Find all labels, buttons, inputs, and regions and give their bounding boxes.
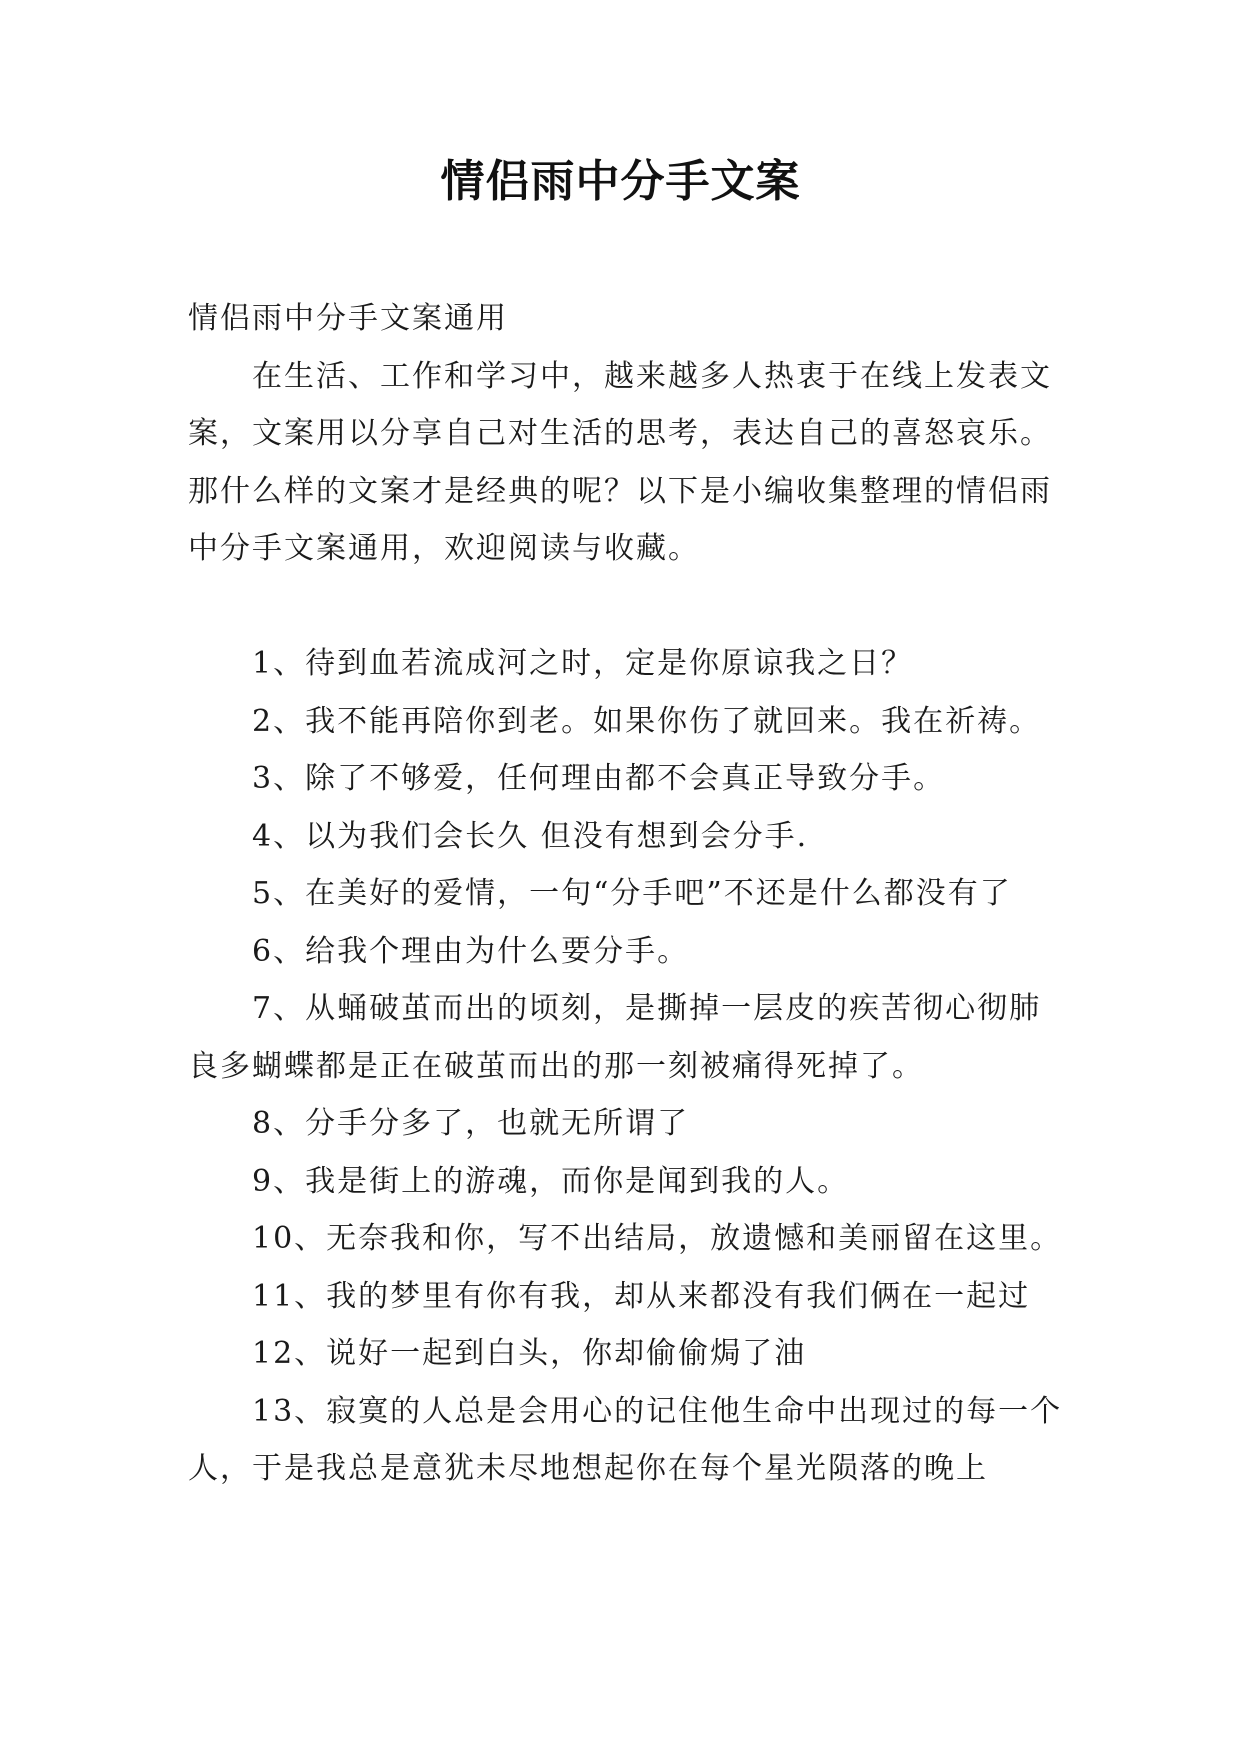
list-item-9: 9、我是街上的游魂，而你是闻到我的人。 xyxy=(252,1163,850,1199)
list-item-12: 12、说好一起到白头，你却偷偷焗了油 xyxy=(252,1336,807,1371)
document-subtitle: 情侣雨中分手文案通用 xyxy=(188,301,508,336)
list-item-1: 1、待到血若流成河之时，定是你原谅我之日？ xyxy=(252,646,914,681)
paragraph-spacer xyxy=(188,578,1068,636)
intro-paragraph: 在生活、工作和学习中，越来越多人热衷于在线上发表文案，文案用以分享自己对生活的思考，表达自己的喜怒哀乐。那什么样的文案才是经典的呢？以下是小编收集整理的情侣雨中分手文案通用，欢迎阅读与收藏。 xyxy=(188,358,1052,566)
list-item-6: 6、给我个理由为什么要分手。 xyxy=(252,933,690,969)
list-item-10: 10、无奈我和你，写不出结局，放遗憾和美丽留在这里。 xyxy=(252,1221,1063,1256)
list-item-8: 8、分手分多了，也就无所谓了 xyxy=(252,1106,690,1141)
list-item-7: 7、从蛹破茧而出的顷刻，是撕掉一层皮的疾苦彻心彻肺良多蝴蝶都是正在破茧而出的那一刻被痛得死掉了。 xyxy=(188,991,1042,1084)
list-item-11: 11、我的梦里有你有我，却从来都没有我们俩在一起过 xyxy=(252,1278,1031,1314)
list-item-3: 3、除了不够爱，任何理由都不会真正导致分手。 xyxy=(252,761,946,796)
list-item-5: 5、在美好的爱情，一句“分手吧”不还是什么都没有了 xyxy=(252,876,1012,911)
list-item-4: 4、以为我们会长久 但没有想到会分手. xyxy=(252,818,809,854)
document-title: 情侣雨中分手文案 xyxy=(440,156,801,207)
list-item-2: 2、我不能再陪你到老。如果你伤了就回来。我在祈祷。 xyxy=(252,703,1042,739)
list-item-13: 13、寂寞的人总是会用心的记住他生命中出现过的每一个人，于是我总是意犹未尽地想起你在每个星光陨落的晚上 xyxy=(188,1393,1063,1486)
document-body xyxy=(188,290,1068,1498)
